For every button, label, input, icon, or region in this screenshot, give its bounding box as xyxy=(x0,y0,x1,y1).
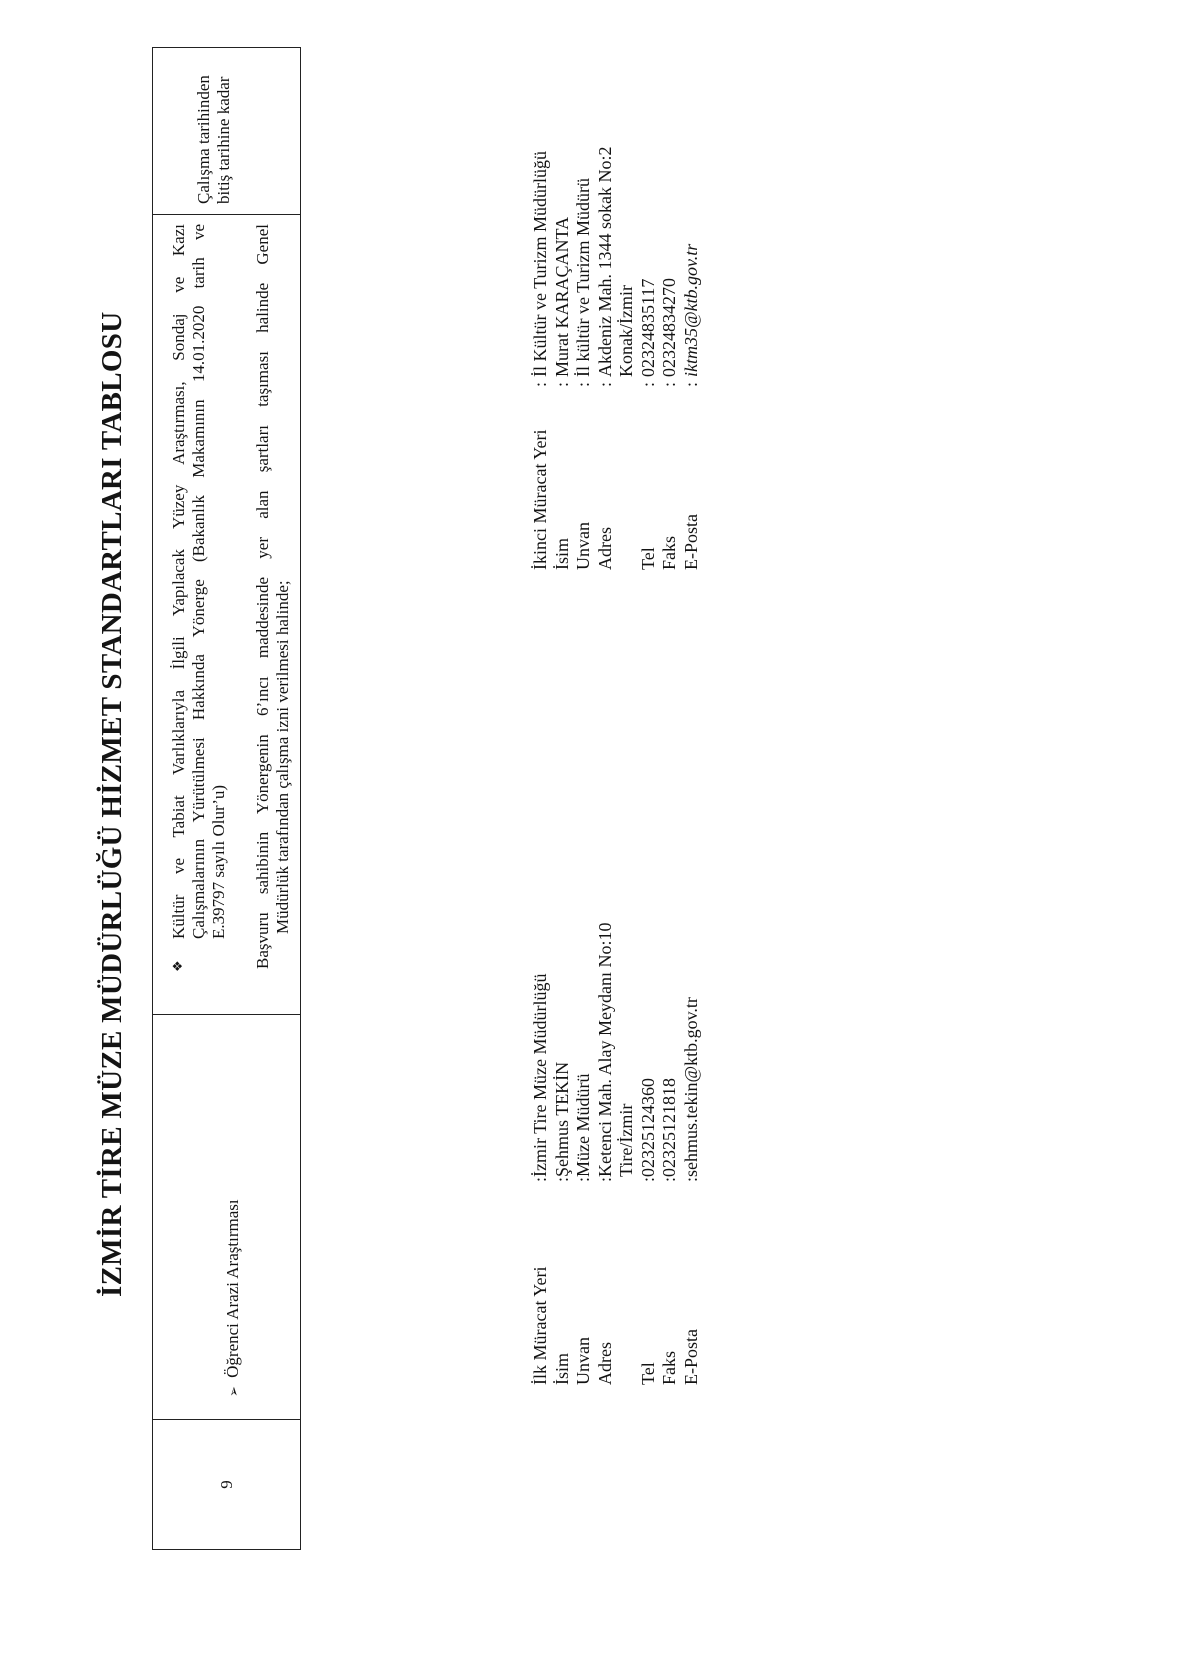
contact-row-title xyxy=(573,923,595,1385)
place-text: İl Kültür ve Turizm Müdürlüğü xyxy=(530,150,550,377)
arrow-bullet-icon: ➢ xyxy=(227,1386,242,1397)
requirement-text-line: Kültür ve Tabiat Varlıklarıyla İlgili Yapılacak Yüzey Araştırması, Sondaj ve Kazı xyxy=(169,224,188,939)
contact-row-place xyxy=(530,923,552,1385)
address-label: Adres xyxy=(594,1342,615,1385)
name-value xyxy=(552,1062,574,1182)
email-value xyxy=(681,244,703,387)
contact-row-email xyxy=(681,923,703,1385)
place-value xyxy=(530,151,552,387)
diamond-bullet-icon: ❖ xyxy=(171,960,186,972)
requirement-note xyxy=(253,224,293,969)
title-text: Müze Müdürü xyxy=(573,1073,593,1177)
colon-separator: : xyxy=(594,1176,615,1182)
fax-label: Faks xyxy=(659,1350,679,1385)
name-label: İsim xyxy=(551,537,572,570)
colon-separator: : xyxy=(573,1176,593,1182)
empty-label xyxy=(616,387,638,570)
duration-line: Çalışma tarihinden xyxy=(194,75,213,204)
contact-row-phone xyxy=(638,923,660,1385)
fax-text: 02324834270 xyxy=(659,277,679,377)
fax-value xyxy=(659,1078,681,1182)
contact-row-address xyxy=(595,923,617,1385)
colon-separator: : xyxy=(680,381,701,387)
title-label: Unvan xyxy=(573,1337,593,1385)
address-continuation: Tire/İzmir xyxy=(616,1103,636,1177)
phone-text: 02325124360 xyxy=(637,1077,658,1177)
contact-row-fax xyxy=(659,923,681,1385)
contact-row-address-cont xyxy=(616,147,638,570)
duration-line: bitiş tarihine kadar xyxy=(214,76,233,204)
colon-separator: : xyxy=(637,1176,658,1182)
contact-row-place xyxy=(530,147,552,570)
name-text: Şehmus TEKİN xyxy=(551,1061,572,1177)
first-application-contact xyxy=(530,923,702,1385)
colon-separator: : xyxy=(659,381,679,387)
phone-value xyxy=(638,1078,660,1182)
address-text: Ketenci Mah. Alay Meydanı No:10 xyxy=(594,922,615,1177)
email-value xyxy=(681,997,703,1182)
requirement-text-line: Çalışmalarının Yürütülmesi Hakkında Yönerge (Bakanlık Makamının 14.01.2020 tarih ve xyxy=(189,224,208,939)
requirement-text-line: E.39797 sayılı Olur’u) xyxy=(209,784,228,939)
address-continuation: Konak/İzmir xyxy=(616,285,636,377)
email-text: iktm35@ktb.gov.tr xyxy=(680,243,701,377)
contact-row-address xyxy=(595,147,617,570)
empty-label xyxy=(616,1182,638,1385)
requirement-note-line: Müdürlük tarafından çalışma izni verilmesi halinde; xyxy=(273,580,292,934)
title-label: Unvan xyxy=(573,522,593,570)
colon-separator: : xyxy=(637,381,658,387)
second-application-contact xyxy=(530,147,702,570)
contact-row-fax xyxy=(659,147,681,570)
place-value xyxy=(530,974,552,1183)
fax-value xyxy=(659,278,681,387)
email-label: E-Posta xyxy=(680,1329,701,1385)
contact-row-name xyxy=(552,147,574,570)
phone-label: Tel xyxy=(637,547,658,570)
row-number-cell xyxy=(153,1420,300,1549)
place-label: İkinci Müracat Yeri xyxy=(530,429,550,570)
colon-separator: : xyxy=(573,381,593,387)
fax-label: Faks xyxy=(659,535,679,570)
colon-separator: : xyxy=(530,1176,550,1182)
service-standards-table xyxy=(152,47,301,1550)
email-label: E-Posta xyxy=(680,514,701,570)
place-text: İzmir Tire Müze Müdürlüğü xyxy=(530,973,550,1177)
colon-separator: : xyxy=(680,1176,701,1182)
address-value xyxy=(595,147,617,387)
name-label: İsim xyxy=(551,1352,572,1385)
address-text: Akdeniz Mah. 1344 sokak No:2 xyxy=(594,146,615,377)
colon-separator: : xyxy=(530,381,550,387)
service-name-cell xyxy=(153,1015,300,1420)
requirement-item xyxy=(169,215,229,1014)
requirement-note-line: Başvuru sahibinin Yönergenin 6’ıncı maddesinde yer alan şartları taşıması halinde Genel xyxy=(253,224,272,969)
colon-separator: : xyxy=(594,381,615,387)
title-text: İl kültür ve Turizm Müdürü xyxy=(573,177,593,377)
place-label: İlk Müracat Yeri xyxy=(530,1266,550,1385)
address-label: Adres xyxy=(594,527,615,570)
fax-text: 02325121818 xyxy=(659,1077,679,1177)
service-name-line xyxy=(223,1199,245,1397)
contact-row-address-cont xyxy=(616,923,638,1385)
phone-label: Tel xyxy=(637,1362,658,1385)
phone-text: 02324835117 xyxy=(637,278,658,377)
duration-text xyxy=(194,75,234,204)
colon-separator: : xyxy=(659,1176,679,1182)
title-value xyxy=(573,178,595,387)
phone-value xyxy=(638,279,660,387)
requirements-cell xyxy=(153,215,300,1015)
contact-row-phone xyxy=(638,147,660,570)
row-number: 9 xyxy=(216,1480,236,1489)
contact-row-email xyxy=(681,147,703,570)
title-value xyxy=(573,1074,595,1183)
contact-row-name xyxy=(552,923,574,1385)
colon-separator: : xyxy=(551,381,572,387)
duration-cell xyxy=(153,48,300,215)
name-value xyxy=(552,217,574,387)
colon-separator: : xyxy=(551,1176,572,1182)
email-text: sehmus.tekin@ktb.gov.tr xyxy=(680,997,701,1177)
service-name: Öğrenci Arazi Araştırması xyxy=(223,1199,242,1378)
contact-row-title xyxy=(573,147,595,570)
address-value xyxy=(595,923,617,1182)
document-title: İZMİR TİRE MÜZE MÜDÜRLÜĞÜ HİZMET STANDARTLARI TABLOSU xyxy=(96,311,128,1297)
name-text: Murat KARAÇANTA xyxy=(551,216,572,377)
